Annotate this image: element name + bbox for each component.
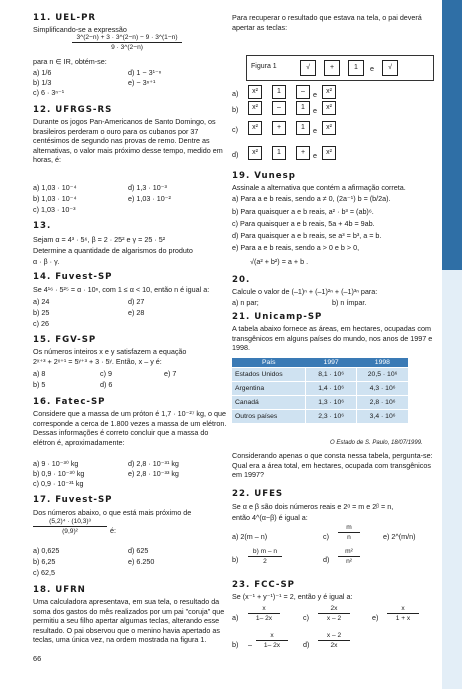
q14-option-e[interactable]: e) 28 [128,308,145,317]
transgenics-table [232,358,408,423]
fig-key-1: 1 [348,60,364,76]
q19-option-e-formula: √(a² + b²) = a + b . [250,257,309,266]
q15-option-c[interactable]: c) 9 [100,369,112,378]
table-header: 1998 [357,358,408,368]
q11-title: 11. UEL-PR [33,13,97,23]
d-key-1: x² [248,146,262,160]
table-row [232,396,408,410]
a-key-2: 1 [272,85,286,99]
q23-e-den: 1 + x [395,615,411,622]
q14-text: Se 4¹⁶ · 5²⁵ = α · 10ⁿ, com 1 ≤ α < 10, então n é igual a: [33,285,210,294]
b-key-1: x² [248,101,262,115]
q11-option-a[interactable]: a) 1/6 [33,68,52,77]
q18-option-b[interactable]: b) [232,105,239,114]
q11-expression [72,34,182,51]
q14-option-b[interactable]: b) 25 [33,308,50,317]
table-cell: 4,3 · 10⁶ [357,382,408,396]
a-e: e [313,90,317,99]
q18-option-a[interactable]: a) [232,89,239,98]
c-key-2: + [272,121,286,135]
a-key-3: – [296,85,310,99]
q12-option-b[interactable]: b) 1,03 · 10⁻⁴ [33,194,77,203]
q12-option-e[interactable]: e) 1,03 · 10⁻² [128,194,171,203]
q22-c-den: n [347,534,351,541]
q22-b-fraction [248,548,282,565]
q16-option-b[interactable]: b) 0,9 · 10⁻³⁰ kg [33,469,85,478]
q16-option-d[interactable]: d) 2,8 · 10⁻³¹ kg [128,459,179,468]
table-cell: Estados Unidos [232,368,306,382]
q13-line3: α · β · γ. [33,257,60,266]
q22-option-e[interactable]: e) 2^(m/n) [383,532,416,541]
q17-line1: Dos números abaixo, o que está mais próximo de [33,508,192,517]
q20-title: 20. [232,275,251,285]
q23-e-num: x [387,605,419,614]
q18-option-d[interactable]: d) [232,150,239,159]
q17-option-c[interactable]: c) 62,5 [33,568,55,577]
page-sidebar [442,0,462,689]
q17-title: 17. Fuvest-SP [33,495,113,505]
q11-numerator: 3^(2−n) + 3 · 3^(2−n) − 9 · 3^(1−n) [72,34,182,43]
table-cell: Argentina [232,382,306,396]
q11-option-d[interactable]: d) 1 − 3¹⁻ⁿ [128,68,162,77]
q21-question: Considerando apenas o que consta nessa tabela, pergunta-se: Qual era a área total, em hectares, ocupada com transgênicos em 1997? [232,451,433,480]
q23-c-num: 2x [318,605,350,614]
table-cell: Outros países [232,410,306,424]
q23-option-a[interactable]: a) [232,613,239,622]
b-key-4: x² [322,101,336,115]
q23-b-num: x [256,632,288,641]
q19-option-b[interactable]: b) Para quaisquer a e b reais, a² · b³ = (ab)⁶. [232,207,374,216]
q15-line2: 2ˣ⁺³ + 2ˣ⁺¹ = 5ʸ⁺³ + 3 · 5ʸ. Então, x – y é: [33,357,162,366]
q11-intro: Simplificando-se a expressão [33,25,127,34]
q19-option-d[interactable]: d) Para quaisquer a e b reais, se a³ = b³, a = b. [232,231,382,240]
table-cell: 2,8 · 10⁶ [357,396,408,410]
b-key-2: – [272,101,286,115]
table-cell: 1,4 · 10⁶ [306,382,357,396]
table-row [232,410,408,424]
q23-option-d[interactable]: d) [303,640,310,649]
q23-b-sign: – [248,640,252,649]
table-row [232,382,408,396]
q11-option-c[interactable]: c) 6 · 3ⁿ⁻¹ [33,88,65,97]
c-key-1: x² [248,121,262,135]
table-header: 1997 [306,358,357,368]
q17-denominator: (9,9)² [62,528,78,535]
q15-option-a[interactable]: a) 8 [33,369,46,378]
d-key-3: + [296,146,310,160]
q12-option-d[interactable]: d) 1,3 · 10⁻³ [128,183,167,192]
q23-c-fraction [318,605,350,622]
c-e: e [313,126,317,135]
q23-c-den: x – 2 [326,615,342,622]
q17-option-e[interactable]: e) 6.250 [128,557,155,566]
q20-text: Calcule o valor de (–1)ⁿ + (–1)²ⁿ + (–1)³ⁿ para: [232,287,378,296]
q11-option-b[interactable]: b) 1/3 [33,78,52,87]
q23-d-fraction [318,632,350,649]
q15-option-d[interactable]: d) 6 [100,380,113,389]
q17-option-b[interactable]: b) 6,25 [33,557,56,566]
figure-1-label: Figura 1 [251,63,277,70]
q19-option-a[interactable]: a) Para a e b reais, sendo a ≠ 0, (2a⁻¹) b = (b/2a). [232,194,391,203]
q23-text: Se (x⁻¹ + y⁻¹)⁻¹ = 2, então y é igual a: [232,592,353,601]
q22-option-b[interactable]: b) [232,555,239,564]
q22-line2: então 4^(α−β) é igual a: [232,513,308,522]
q19-option-e[interactable]: e) Para a e b reais, sendo a > 0 e b > 0, [232,243,360,252]
a-key-4: x² [322,85,336,99]
q13-line1: Sejam α = 4³ · 5⁶, β = 2 · 25² e γ = 25 · 5² [33,235,166,244]
q23-title: 23. FCC-SP [232,580,295,590]
q15-option-b[interactable]: b) 5 [33,380,46,389]
q23-b-fraction [256,632,288,649]
b-key-3: 1 [296,101,310,115]
figure-1 [246,55,434,81]
q22-b-den: 2 [263,558,267,565]
q17-option-d[interactable]: d) 625 [128,546,149,555]
q16-text: Considere que a massa de um próton é 1,7 · 10⁻²⁷ kg, o que corresponde a cerca de 1.800 vezes a massa de um elétron. Dessas informações é correto concluir que a massa do elétron é, aproximadamente: [33,409,227,447]
q16-title: 16. Fatec-SP [33,397,106,407]
table-row [232,368,408,382]
q20-option-b[interactable]: b) n ímpar. [332,298,367,307]
q13-line2: Determine a quantidade de algarismos do produto [33,246,193,255]
q23-a-num: x [248,605,280,614]
q23-d-num: x – 2 [318,632,350,641]
q23-option-b[interactable]: b) [232,640,239,649]
q23-d-den: 2x [330,642,338,649]
q14-option-d[interactable]: d) 27 [128,297,145,306]
q22-option-a[interactable]: a) 2(m – n) [232,532,268,541]
a-key-1: x² [248,85,262,99]
table-cell: 2,3 · 10⁶ [306,410,357,424]
q22-c-fraction [338,524,360,541]
q16-option-e[interactable]: e) 2,8 · 10⁻³³ kg [128,469,179,478]
q12-option-a[interactable]: a) 1,03 · 10⁻⁴ [33,183,77,192]
q17-option-a[interactable]: a) 0,625 [33,546,60,555]
q20-option-a[interactable]: a) n par; [232,298,259,307]
q14-option-a[interactable]: a) 24 [33,297,50,306]
table-source: O Estado de S. Paulo, 18/07/1999. [330,440,423,446]
q17-tail: é: [110,526,116,535]
q19-title: 19. Vunesp [232,171,296,181]
q19-option-c[interactable]: c) Para quaisquer a e b reais, 5a + 4b = 9ab. [232,219,375,228]
q12-title: 12. UFRGS-RS [33,105,113,115]
q22-c-num: m [338,524,360,533]
q22-option-d[interactable]: d) [323,555,330,564]
q23-a-fraction [248,605,280,622]
q15-line1: Os números inteiros x e y satisfazem a equação [33,347,187,356]
q19-intro: Assinale a alternativa que contém a afirmação correta. [232,183,406,192]
q14-option-c[interactable]: c) 26 [33,319,49,328]
q18-text: Uma calculadora apresentava, em sua tela, o resultado da soma dos gastos do mês realizados por um pai "coruja" que permitiu a seu filho apertar algumas teclas, alterando esse resultado. O pai observou que o menino havia apertado as teclas, uma única vez, na ordem mostrada na figura 1. [33,597,225,645]
c-key-3: 1 [296,121,310,135]
q22-line1: Se α e β são dois números reais e 2ᵅ = m e 2ᵝ = n, [232,502,394,511]
q18-option-c[interactable]: c) [232,125,238,134]
q15-title: 15. FGV-SP [33,335,97,345]
c-key-4: x² [322,121,336,135]
d-key-4: x² [322,146,336,160]
d-key-2: 1 [272,146,286,160]
q22-b-num: b) m – n [248,548,282,557]
q22-option-c[interactable]: c) [323,532,329,541]
q23-option-c[interactable]: c) [303,613,309,622]
table-cell: Canadá [232,396,306,410]
d-e: e [313,151,317,160]
q17-numerator: (5,2)⁴ · (10,3)³ [33,518,107,527]
q14-title: 14. Fuvest-SP [33,272,113,282]
fig-key-plus: + [324,60,340,76]
page-number: 66 [33,654,42,663]
q16-option-a[interactable]: a) 9 · 10⁻³⁰ kg [33,459,79,468]
table-header: País [232,358,306,368]
q12-text: Durante os jogos Pan-Americanos de Santo Domingo, os brasileiros perderam o ouro para os cubanos por 37 centésimos de segundo nas provas de remo. Dentre as alternativas, o valor mais próximo desse tempo, medido em horas, é: [33,117,223,165]
sidebar-accent [442,0,462,270]
q11-condition: para n ∈ IR, obtém-se: [33,57,107,66]
q18-title: 18. UFRN [33,585,86,595]
q11-denominator: 9 · 3^(2−n) [111,44,143,51]
table-cell: 1,3 · 10⁶ [306,396,357,410]
b-e: e [313,106,317,115]
q11-option-e[interactable]: e) − 3ⁿ⁺¹ [128,78,156,87]
q18-continuation: Para recuperar o resultado que estava na tela, o pai deverá apertar as teclas: [232,13,422,32]
table-cell: 20,5 · 10⁶ [357,368,408,382]
q12-option-c[interactable]: c) 1,03 · 10⁻³ [33,205,76,214]
q23-a-den: 1– 2x [255,615,273,622]
q21-title: 21. Unicamp-SP [232,312,323,322]
fig-e: e [370,64,374,73]
q22-d-fraction [338,548,360,565]
table-cell: 8,1 · 10⁶ [306,368,357,382]
q17-expression [33,518,107,535]
q23-option-e[interactable]: e) [372,613,379,622]
q23-e-fraction [387,605,419,622]
q23-b-den: 1– 2x [263,642,281,649]
q21-text: A tabela abaixo fornece as áreas, em hectares, ocupadas com transgênicos em alguns países do mundo, nos anos de 1997 e 1998. [232,324,433,353]
q22-title: 22. UFES [232,489,284,499]
fig-key-sqrt-2: √ [382,60,398,76]
q16-option-c[interactable]: c) 0,9 · 10⁻³¹ kg [33,479,84,488]
q13-title: 13. [33,221,52,231]
fig-key-sqrt-1: √ [300,60,316,76]
table-header-row [232,358,408,368]
table-cell: 3,4 · 10⁶ [357,410,408,424]
q22-d-den: n² [346,558,352,565]
q15-option-e[interactable]: e) 7 [164,369,177,378]
q22-d-num: m² [338,548,360,557]
